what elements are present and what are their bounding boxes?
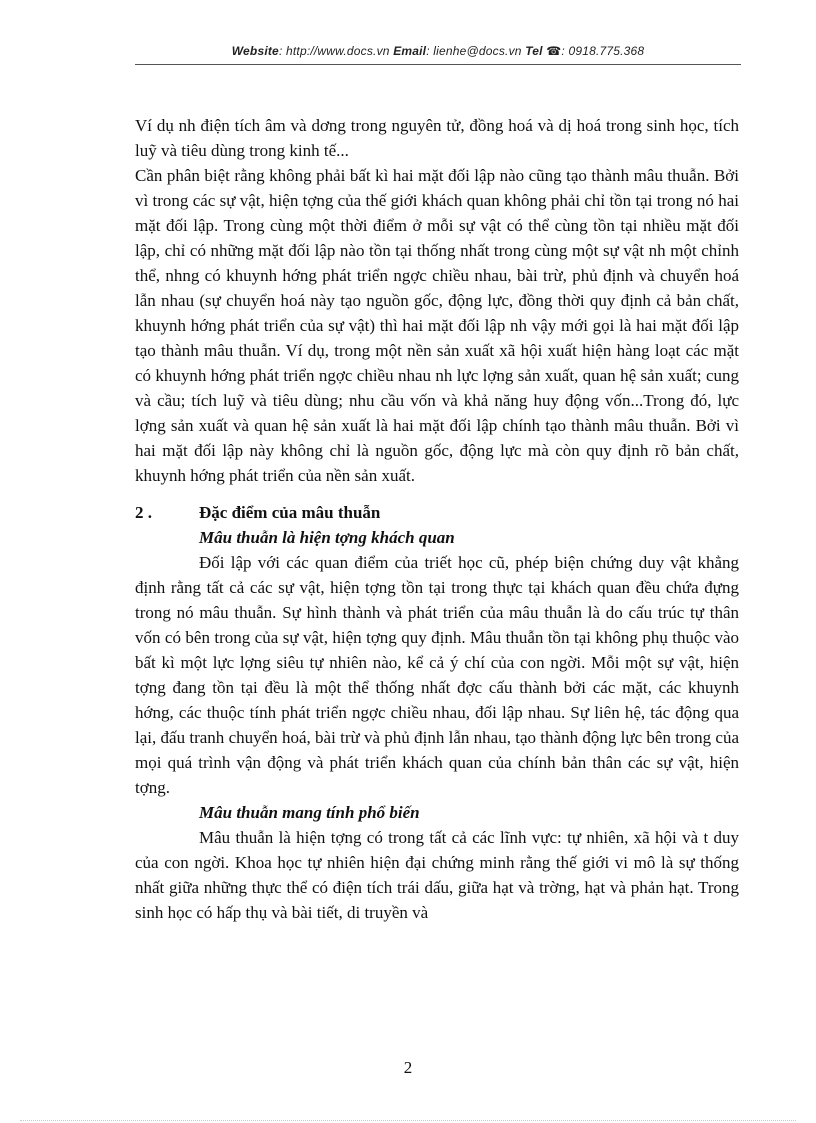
website-label: Website — [231, 44, 279, 58]
paragraph-universal: Mâu thuẫn là hiện tợng có trong tất cả các lĩnh vực: tự nhiên, xã hội và t duy của con ngời. Khoa học tự nhiên hiện đại chứng minh rằng thế giới vi mô là sự thống nhất giữa những thực thể có điện tích trái dấu, giữa hạt và trờng, hạt và phản hạt. Trong sinh học có hấp thụ và bài tiết, di truyền và — [135, 828, 739, 922]
subheading-universal: Mâu thuẫn mang tính phổ biến — [199, 803, 420, 822]
subheading-objective: Mâu thuẫn là hiện tợng khách quan — [199, 528, 455, 547]
tel-label: Tel ☎ — [525, 44, 562, 58]
tel-value: : 0918.775.368 — [561, 44, 645, 58]
page-number: 2 — [403, 1058, 413, 1077]
paragraph-example: Ví dụ nh điện tích âm và dơng trong nguyên tử, đồng hoá và dị hoá trong sinh học, tích luỹ và tiêu dùng trong kinh tế... — [135, 116, 739, 160]
section-number: 2 . — [135, 503, 152, 522]
page-bottom-divider — [20, 1120, 796, 1121]
paragraph-objective: Đối lập với các quan điểm của triết học cũ, phép biện chứng duy vật khẳng định rằng tất cả các sự vật, hiện tợng tồn tại trong thực tại khách quan đều chứa đựng trong nó mâu thuẫn. Sự hình thành và phát triển của mâu thuẫn là do cấu trúc tự thân vốn có bên trong của sự vật, hiện tợng quy định. Mâu thuẫn tồn tại không phụ thuộc vào bất kì một lực lợng siêu tự nhiên nào, kể cả ý chí của con ngời. Mỗi một sự vật, hiện tợng đang tồn tại đều là một thể thống nhất đợc cấu thành bởi các mặt, các khuynh hớng, các thuộc tính phát triển ngợc chiều nhau, đối lập nhau. Sự liên hệ, tác động qua lại, đấu tranh chuyển hoá, bài trừ và phủ định lẫn nhau, tạo thành động lực bên trong của mọi quá trình vận động và phát triển khách quan của chính bản thân các sự vật, hiện tợng. — [135, 553, 739, 797]
paragraph-distinction: Cần phân biệt rằng không phải bất kì hai mặt đối lập nào cũng tạo thành mâu thuẫn. Bởi vì trong các sự vật, hiện tợng của thế giới khách quan không phải chỉ tồn tại trong nó hai mặt đối lập. Trong cùng một thời điểm ở mỗi sự vật có thể cùng tồn tại nhiều mặt đối lập, chỉ có những mặt đối lập nào tồn tại thống nhất trong cùng một sự vật nh một chỉnh thể, nhng có khuynh hớng phát triển ngợc chiều nhau, bài trừ, phủ định và chuyển hoá lẫn nhau (sự chuyển hoá này tạo nguồn gốc, động lực, đồng thời quy định cả bản chất, khuynh hớng phát triển của sự vật) thì hai mặt đối lập nh vậy mới gọi là hai mặt đối lập tạo thành mâu thuẫn. Ví dụ, trong một nền sản xuất xã hội xuất hiện hàng loạt các mặt có khuynh hớng phát triển ngợc chiều nhau nh lực lợng sản xuất, quan hệ sản xuất; cung và cầu; tích luỹ và tiêu dùng; nhu cầu vốn và khả năng huy động vốn...Trong đó, lực lợng sản xuất và quan hệ sản xuất là hai mặt đối lập chính tạo thành mâu thuẫn. Bởi vì hai mặt đối lập này không chỉ là nguồn gốc, động lực mà còn quy định rõ bản chất, khuynh hớng phát triển của nền sản xuất. — [135, 166, 739, 485]
page-header — [135, 44, 741, 58]
email-value: : lienhe@docs.vn — [426, 44, 522, 58]
website-value: : http://www.docs.vn — [278, 44, 390, 58]
section-title: Đặc điểm của mâu thuẫn — [199, 503, 381, 522]
section-heading — [135, 500, 739, 525]
header-divider — [135, 64, 741, 65]
email-label: Email — [393, 44, 427, 58]
page-body — [135, 113, 739, 925]
